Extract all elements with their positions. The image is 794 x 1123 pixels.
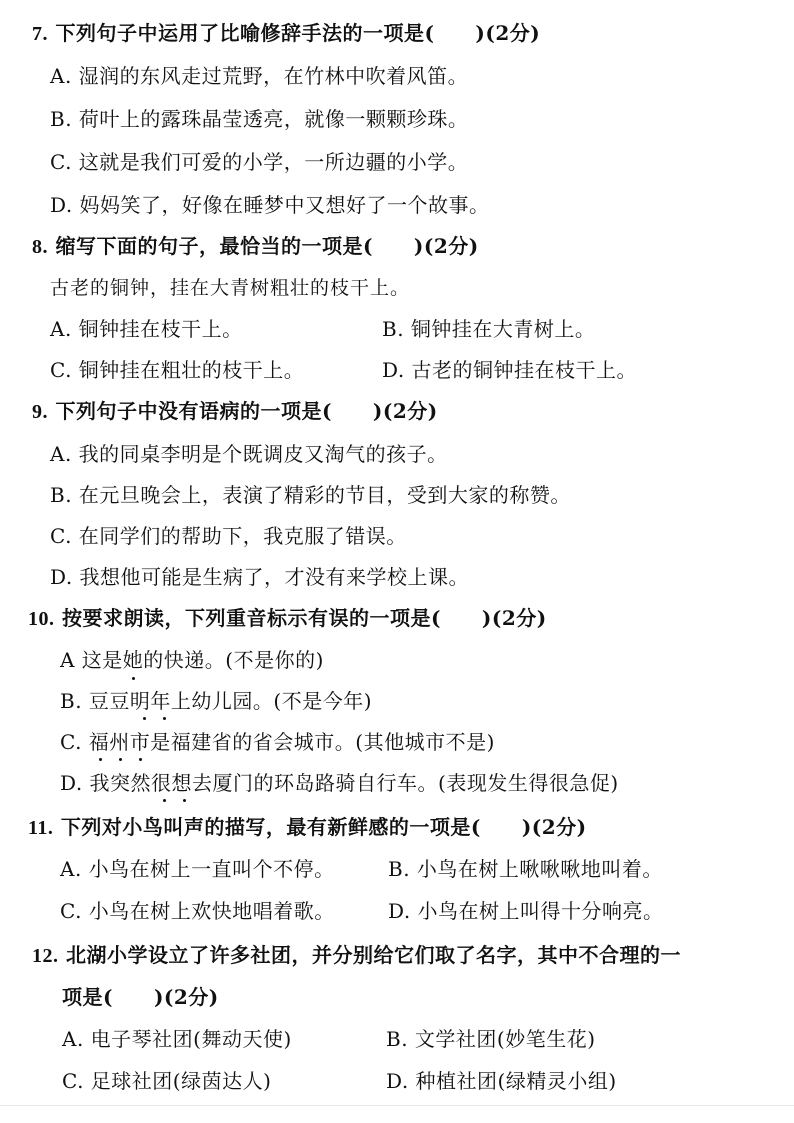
question-10-option-a: A 这是她的快递。(不是你的)	[60, 648, 324, 672]
question-11-stem	[28, 815, 587, 840]
question-10-stem	[28, 606, 547, 631]
question-8-option-d: D. 古老的铜钟挂在枝干上。	[382, 358, 638, 382]
question-7-text: 下列句子中运用了比喻修辞手法的一项是( )(2分)	[55, 21, 541, 45]
question-9-option-d: D. 我想他可能是生病了，才没有来学校上课。	[50, 565, 470, 589]
question-8-option-a: A. 铜钟挂在枝干上。	[50, 317, 243, 341]
question-11-text: 下列对小鸟叫声的描写，最有新鲜感的一项是( )(2分)	[60, 815, 587, 839]
question-12-number: 12.	[32, 945, 59, 967]
question-7-number: 7.	[32, 23, 48, 45]
emphasis-dot	[143, 717, 146, 720]
question-9-stem	[32, 399, 438, 424]
question-11-option-b: B. 小鸟在树上啾啾啾地叫着。	[388, 857, 663, 881]
question-10-option-c: C. 福州市是福建省的省会城市。(其他城市不是)	[60, 730, 495, 754]
question-8-option-b: B. 铜钟挂在大青树上。	[382, 317, 596, 341]
emphasis-dot	[139, 758, 142, 761]
emphasis-dot	[119, 758, 122, 761]
question-10-number: 10.	[28, 608, 55, 630]
question-7-option-c: C. 这就是我们可爱的小学，一所边疆的小学。	[50, 150, 469, 174]
question-10-option-d: D. 我突然很想去厦门的环岛路骑自行车。(表现发生得很急促)	[60, 771, 619, 795]
question-9-number: 9.	[32, 401, 48, 423]
question-11-option-d: D. 小鸟在树上叫得十分响亮。	[388, 899, 664, 923]
question-12-option-b: B. 文学社团(妙笔生花)	[386, 1027, 596, 1051]
emphasis-dot	[183, 799, 186, 802]
question-12-stem-continued: 项是( )(2分)	[62, 985, 219, 1009]
question-8-source-sentence: 古老的铜钟，挂在大青树粗壮的枝干上。	[50, 277, 411, 299]
question-8-number: 8.	[32, 236, 48, 258]
question-12-option-c: C. 足球社团(绿茵达人)	[62, 1069, 272, 1093]
question-9-text: 下列句子中没有语病的一项是( )(2分)	[55, 399, 438, 423]
question-7-option-a: A. 湿润的东风走过荒野，在竹林中吹着风笛。	[50, 64, 469, 88]
emphasis-dot	[132, 677, 135, 680]
question-12-text: 北湖小学设立了许多社团，并分别给它们取了名字，其中不合理的一	[65, 943, 681, 967]
question-7-option-b: B. 荷叶上的露珠晶莹透亮，就像一颗颗珍珠。	[50, 107, 469, 131]
question-11-number: 11.	[28, 817, 54, 839]
question-11-option-c: C. 小鸟在树上欢快地唱着歌。	[60, 899, 335, 923]
page-bottom-edge	[0, 1105, 794, 1106]
question-7-option-d: D. 妈妈笑了，好像在睡梦中又想好了一个故事。	[50, 193, 490, 217]
emphasis-dot	[99, 758, 102, 761]
question-8-option-c: C. 铜钟挂在粗壮的枝干上。	[50, 358, 305, 382]
question-11-option-a: A. 小鸟在树上一直叫个不停。	[60, 857, 335, 881]
question-9-option-a: A. 我的同桌李明是个既调皮又淘气的孩子。	[50, 442, 448, 466]
emphasis-dot	[163, 799, 166, 802]
question-10-text: 按要求朗读，下列重音标示有误的一项是( )(2分)	[61, 606, 547, 630]
question-8-stem	[32, 234, 479, 259]
emphasis-dot	[163, 717, 166, 720]
question-9-option-c: C. 在同学们的帮助下，我克服了错误。	[50, 524, 407, 548]
question-12-option-d: D. 种植社团(绿精灵小组)	[386, 1069, 617, 1093]
question-8-text: 缩写下面的句子，最恰当的一项是( )(2分)	[55, 234, 479, 258]
question-10-option-b: B. 豆豆明年上幼儿园。(不是今年)	[60, 689, 373, 713]
question-12-option-a: A. 电子琴社团(舞动天使)	[62, 1027, 292, 1051]
question-12-stem	[32, 943, 681, 968]
question-9-option-b: B. 在元旦晚会上，表演了精彩的节目，受到大家的称赞。	[50, 483, 571, 507]
question-7-stem	[32, 21, 540, 46]
